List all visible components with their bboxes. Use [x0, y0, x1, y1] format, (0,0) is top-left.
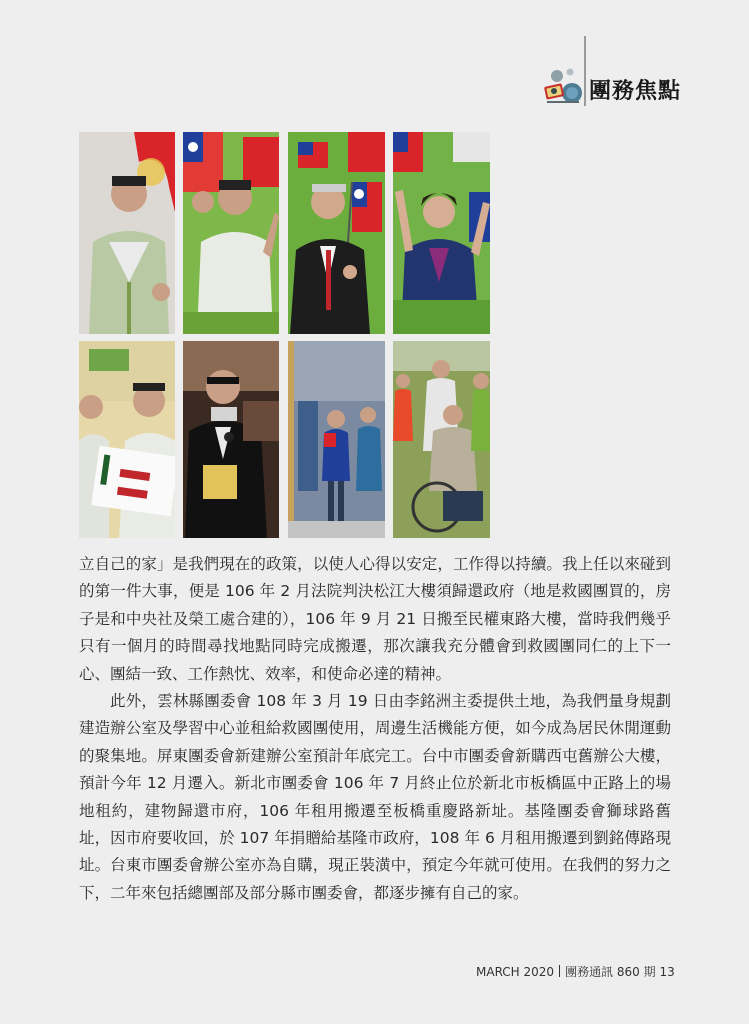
issue-date: MARCH 2020 [476, 965, 555, 979]
photo-wheelchair-visit [393, 341, 490, 538]
photo-official-waving [183, 132, 279, 334]
article-paragraph: 立自己的家」是我們現在的政策，以使人心得以安定，工作得以持續。我上任以來碰到的第一件大事，便是 106 年 2 月法院判決松江大樓須歸還政府（地是救國團買的，房子是和中央社及榮工處合建的），106 年 9 月 21 日搬至民權東路大樓，當時我們幾乎只有一個月的時間尋找地點同時完成搬遷，那次讓我充分體會到救國團同仁的上下一心、團結一致、工作熱忱、效率，和使命必達的精神。 [79, 555, 671, 683]
camera-globe-icon [543, 66, 583, 108]
section-title: 團務焦點 [589, 79, 682, 104]
header-divider [584, 36, 586, 106]
article-body [79, 551, 671, 907]
page-footer [476, 963, 675, 980]
footer-separator [559, 965, 560, 977]
photo-official-with-flag [288, 132, 385, 334]
photo-supporters-with-sign [79, 341, 175, 538]
photo-stage-performance [288, 341, 385, 538]
publication-name: 團務通訊 860 期 [565, 965, 656, 979]
photo-press-interview [183, 341, 279, 538]
photo-woman-cheering [393, 132, 490, 334]
article-paragraph: 此外，雲林縣團委會 108 年 3 月 19 日由李銘洲主委提供土地，為我們量身規劃建造辦公室及學習中心並租給救國團使用，周邊生活機能方便，如今成為居民休閒運動的聚集地。屏東團委會新建辦公室預計年底完工。台中市團委會新購西屯舊辦公大樓，預計今年 12 月遷入。新北市團委會 106 年 7 月終止位於新北市板橋區中正路上的場地租約，建物歸還市府，106 年租用搬遷至板橋重慶路新址。基隆團委會獅球路舊址，因市府要收回，於 107 年捐贈給基隆市政府，108 年 6 月租用搬遷到劉銘傳路現址。台東市團委會辦公室亦為自購，現正裝潢中，預定今年就可使用。在我們的努力之下，二年來包括總團部及部分縣市團委會，都逐步擁有自己的家。 [79, 692, 671, 902]
page-number: 13 [659, 965, 675, 979]
photo-official-thumbs-up [79, 132, 175, 334]
